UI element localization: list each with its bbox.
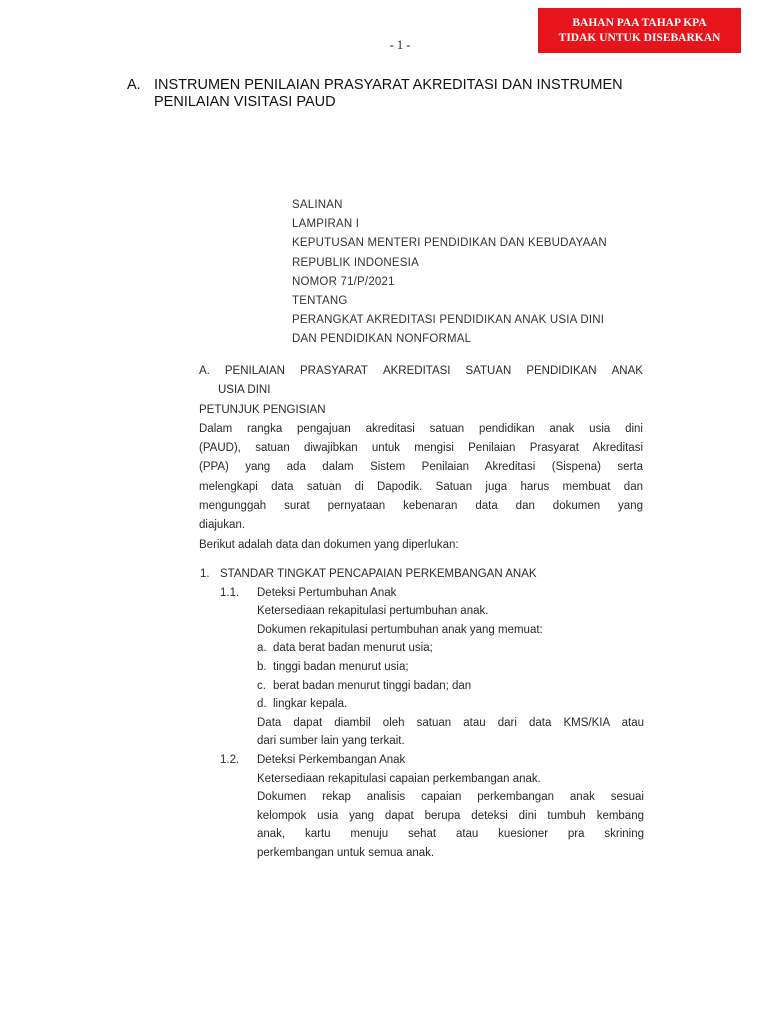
heading-line-1: INSTRUMEN PENILAIAN PRASYARAT AKREDITASI DAN INSTRUMEN [154,77,623,93]
stamp-line-1: BAHAN PAA TAHAP KPA [572,17,707,29]
section-a-title-cont: USIA DINI [218,384,271,397]
subsection-text: Ketersediaan rekapitulasi capaian perkembangan anak. [257,772,541,785]
subsection-1-1-title [200,584,644,603]
subsection-text: Ketersediaan rekapitulasi pertumbuhan anak. [257,605,489,618]
paragraph-line: (PAUD), satuan diwajibkan untuk mengisi Penilaian Prasyarat Akreditasi [199,442,643,455]
note-paragraph [200,714,644,751]
salinan-line: TENTANG [292,295,348,308]
heading-letter: A. [127,77,141,93]
list-text: data berat badan menurut usia; [273,642,433,655]
paragraph-line: melengkapi data satuan di Dapodik. Satuan juga harus membuat dan [199,480,643,493]
title-word: A. [199,365,210,377]
section-a-title [199,362,643,381]
list-item [200,639,644,658]
list-intro: Berikut adalah data dan dokumen yang diperlukan: [199,538,459,551]
paragraph-line: mengunggah surat pernyataan kebenaran data dan dokumen yang [199,500,643,513]
salinan-line: PERANGKAT AKREDITASI PENDIDIKAN ANAK USIA DINI [292,314,605,327]
paragraph-line: (PPA) yang ada dalam Sistem Penilaian Akreditasi (Sispena) serta [199,461,643,474]
title-word: AKREDITASI [382,365,451,377]
section-title-text: STANDAR TINGKAT PENCAPAIAN PERKEMBANGAN ANAK [220,568,537,580]
subsection-number: 1.2. [220,753,240,766]
list-letter: c. [257,679,266,692]
title-word: PENDIDIKAN [526,365,597,377]
subsection-title-text: Deteksi Pertumbuhan Anak [257,586,397,599]
paragraph-line: Dokumen rekap analisis capaian perkembangan anak sesuai [257,791,644,804]
heading-line-2: PENILAIAN VISITASI PAUD [154,94,336,110]
section-1 [200,565,644,863]
paragraph-line: perkembangan untuk semua anak. [257,846,435,859]
salinan-line: KEPUTUSAN MENTERI PENDIDIKAN DAN KEBUDAYAAN [292,237,607,250]
paragraph-line: anak, kartu menuju sehat atau kuesioner pra skrining [257,828,644,841]
salinan-line: REPUBLIK INDONESIA [292,256,419,269]
list-item [200,695,644,714]
stamp-line-2: TIDAK UNTUK DISEBARKAN [558,32,721,44]
title-word: PRASYARAT [299,365,368,377]
salinan-line: SALINAN [292,199,343,211]
list-letter: b. [257,660,267,673]
title-word: ANAK [611,365,643,377]
subsection-number: 1.1. [220,586,240,599]
page-number: - 1 - [389,38,411,52]
section-1-title [200,565,644,584]
paragraph-line: Data dapat diambil oleh satuan atau dari data KMS/KIA atau [257,716,644,729]
subsection-title-text: Deteksi Perkembangan Anak [257,753,406,766]
section-number: 1. [200,568,210,580]
section-a [199,362,643,555]
paragraph-line: diajukan. [199,519,246,532]
petunjuk-heading: PETUNJUK PENGISIAN [199,403,326,416]
list-text: berat badan menurut tinggi badan; dan [273,679,472,692]
title-word: SATUAN [465,365,512,377]
list-item [200,658,644,677]
subsection-1-2-title [200,751,644,770]
title-word: PENILAIAN [224,365,285,377]
paragraph-line: dari sumber lain yang terkait. [257,735,405,748]
intro-paragraph [199,420,643,536]
list-item [200,677,644,696]
salinan-line: LAMPIRAN I [292,218,360,231]
salinan-block [292,196,607,350]
main-heading [127,77,623,111]
paragraph-line: kelompok usia yang dapat berupa deteksi dini tumbuh kembang [257,809,644,822]
salinan-line: NOMOR 71/P/2021 [292,275,395,288]
subsection-text: Dokumen rekapitulasi pertumbuhan anak yang memuat: [257,623,543,636]
list-text: lingkar kepala. [273,698,348,711]
salinan-line: DAN PENDIDIKAN NONFORMAL [292,333,472,346]
paragraph-line: Dalam rangka pengajuan akreditasi satuan pendidikan anak usia dini [199,422,643,435]
list-letter: d. [257,698,267,711]
list-text: tinggi badan menurut usia; [273,660,409,673]
subsection-paragraph [200,788,644,862]
list-letter: a. [257,642,267,655]
